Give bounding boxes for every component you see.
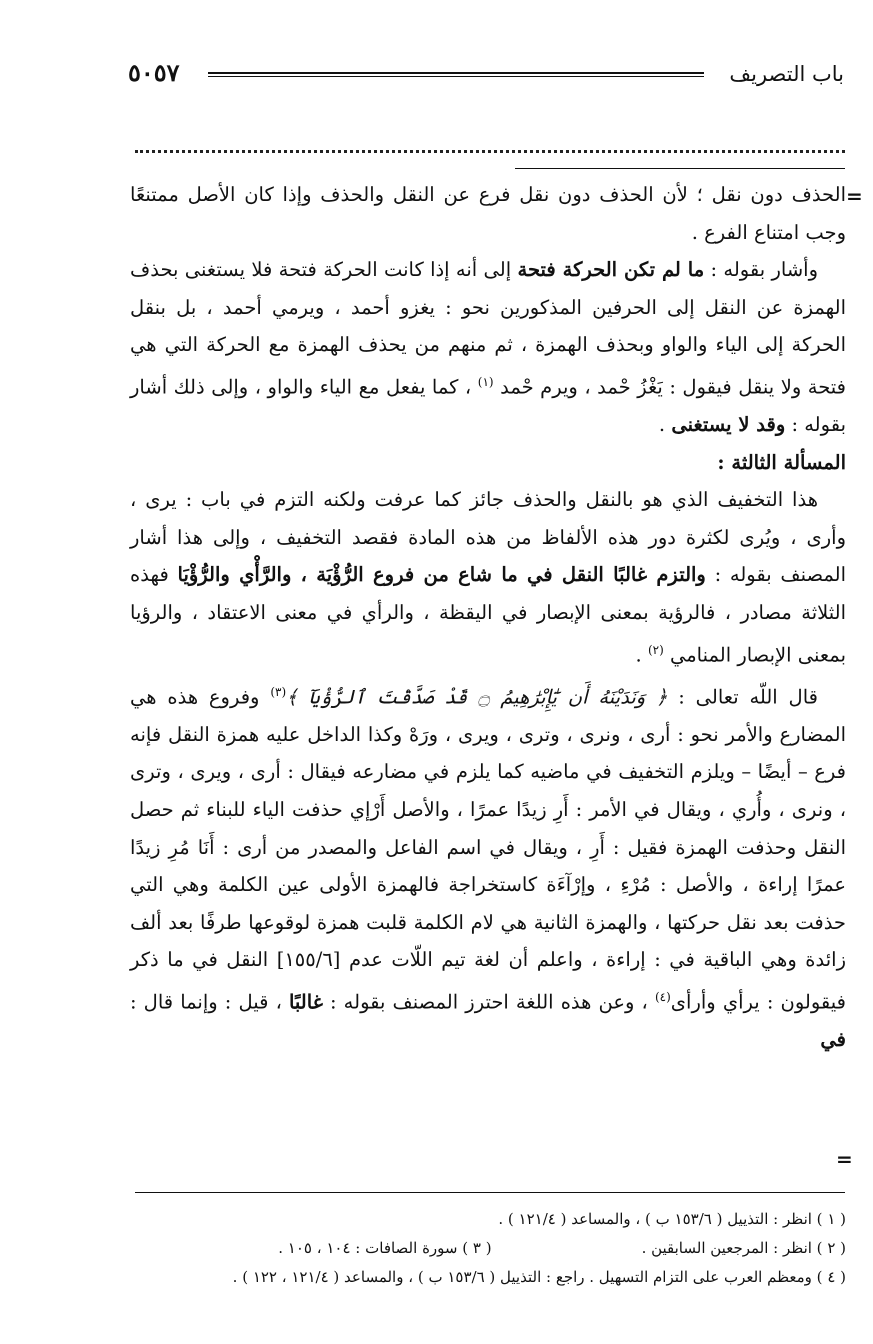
text-run: هذا التخفيف الذي هو بالنقل والحذف جائز كما عرفت ولكنه التزم في باب : يرى ، وأرى ، ويُرى لكثرة دور هذه الألفاظ من هذه المادة فقصد التخفيف ، وإلى هذا أشار المصنف بقوله : bbox=[130, 488, 846, 587]
quoted-text-bold: ما لم تكن الحركة فتحة bbox=[517, 258, 705, 282]
quoted-text-bold: وقد لا يستغنى bbox=[671, 413, 786, 437]
text-run: ، وعن هذه اللغة احترز المصنف بقوله : bbox=[322, 990, 655, 1014]
footnote-rule bbox=[135, 1192, 845, 1193]
text-run: فهذه الثلاثة مصادر ، فالرؤية بمعنى الإبصار في اليقظة ، والرأي في معنى الاعتقاد ، والرؤيا بمعنى الإبصار المنامي bbox=[130, 563, 846, 667]
quran-verse: ﴿ وَنَدَيْنَهُ أَن يَٰٓإِبْرَٰهِيمُ ۝ قَدْ صَدَّقْتَ ٱلرُّؤْيَآ ﴾ bbox=[286, 685, 668, 709]
text-run: وفروع هذه هي المضارع والأمر نحو : أرى ، ونرى ، وترى ، ويرى ، ورَهْ وكذا الداخل عليه همزة النقل فإنه فرع – أيضًا – ويلزم التخفيف في ماضيه كما يلزم في مضارعه فيقال : أرى ، ويرى ، وترى ، ونرى ، وأُري ، ويقال في الأمر : أَرِ زيدًا عمرًا ، والأصل أَرْإي حذفت الياء للبناء ثم حصل النقل وحذفت الهمزة فقيل : أَرِ ، ويقال في اسم الفاعل والمصدر من أرى : أَنَا مُرِ زيدًا عمرًا إراءة ، والأصل : مُرْءِ ، وإرْآءَة كاستخراجة فالهمزة الأولى عين الكلمة وهي التي حذفت بعد نقل حركتها ، والهمزة الثانية هي لام الكلمة قلبت همزة لوقوعها طرفًا بعد ألف زائدة وهي الباقية في : إراءة ، واعلم أن لغة تيم اللّات عدم [١٥٥/٦] النقل في ما ذكر فيقولون : يرأي وأرأى bbox=[130, 685, 846, 1014]
footnote-4: ( ٤ ) ومعظم العرب على التزام التسهيل . راجع : التذييل ( ١٥٣/٦ ب ) ، والمساعد ( ١٢١/٤ ، ١٢٢ ) . bbox=[232, 1268, 846, 1286]
footnote-ref: (١) bbox=[477, 374, 494, 389]
quoted-text-bold: في bbox=[820, 1028, 846, 1052]
text-run: . bbox=[635, 643, 648, 667]
quoted-text-bold: والتزم غالبًا النقل في ما شاع من فروع الرُّؤْيَة ، والرَّأْي والرُّؤْيَا bbox=[177, 563, 706, 587]
page-number: ٥٠٥٧ bbox=[128, 58, 180, 87]
footnote-ref: (٢) bbox=[647, 642, 664, 657]
footnote-1: ( ١ ) انظر : التذييل ( ١٥٣/٦ ب ) ، والمساعد ( ١٢١/٤ ) . bbox=[498, 1210, 846, 1228]
paragraph-2 bbox=[130, 251, 846, 443]
quoted-text-bold: غالبًا bbox=[288, 990, 323, 1014]
text-run: ، كما يفعل مع الياء والواو ، وإلى ذلك أشار بقوله : bbox=[130, 375, 846, 437]
continuation-mark-start: = bbox=[846, 184, 863, 208]
text-run: قال اللّه تعالى : bbox=[667, 685, 818, 709]
text-run: . bbox=[658, 413, 672, 437]
section-heading: المسألة الثالثة : bbox=[717, 450, 846, 474]
footnote-ref: (٤) bbox=[654, 989, 671, 1004]
chapter-title: باب التصريف bbox=[729, 62, 844, 86]
footnote-ref: (٣) bbox=[270, 684, 287, 699]
footnotes bbox=[130, 1205, 846, 1292]
header-rule bbox=[208, 72, 704, 77]
footnote-3: ( ٣ ) سورة الصافات : ١٠٤ ، ١٠٥ . bbox=[278, 1239, 492, 1257]
dotted-separator bbox=[135, 134, 845, 153]
paragraph-1: الحذف دون نقل ؛ لأن الحذف دون نقل فرع عن النقل والحذف وإذا كان الأصل ممتنعًا وجب امتناع الفرع . bbox=[130, 183, 846, 244]
paragraph-4 bbox=[130, 674, 846, 1059]
text-run: إلى أنه إذا كانت الحركة فتحة فلا يستغنى بحذف الهمزة عن النقل إلى الحرفين المذكورين نحو : يغزو أحمد ، ويرمي أحمد ، بل بنقل الحركة إلى الياء والواو وبحذف الهمزة ، ثم منهم من يحذف الهمزة مع الحركة التي هي فتحة ولا ينقل فيقول : يَغْزُ حْمد ، ويرم حْمد bbox=[130, 258, 846, 399]
main-text bbox=[130, 176, 846, 1059]
text-run: ، قيل : وإنما قال : bbox=[130, 990, 289, 1014]
running-header bbox=[128, 58, 844, 92]
text-run: وأشار بقوله : bbox=[704, 258, 818, 282]
continuation-mark-end: = bbox=[836, 1147, 853, 1171]
paragraph-3 bbox=[130, 481, 846, 673]
continuation-rule bbox=[515, 168, 845, 169]
footnote-row-2-3 bbox=[130, 1234, 846, 1263]
footnote-2: ( ٢ ) انظر : المرجعين السابقين . bbox=[641, 1239, 846, 1257]
